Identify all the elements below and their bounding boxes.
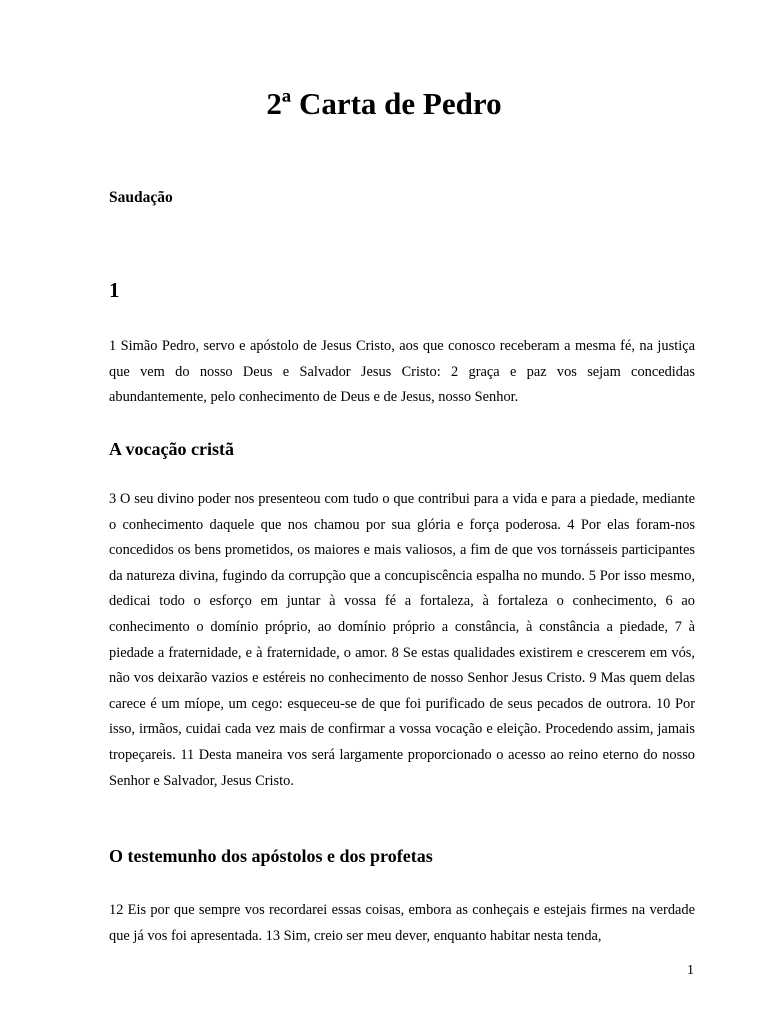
paragraph-verses-3-11: 3 O seu divino poder nos presenteou com tudo o que contribui para a vida e para a piedade, mediante o conhecimento daquele que nos chamou por sua glória e força poderosa. 4 Por elas foram-nos concedidos os bens prometidos, os maiores e mais valiosos, a fim de que vos tornásseis participantes da natureza divina, fugindo da corrupção que a concupiscência espalha no mundo. 5 Por isso mesmo, dedicai todo o esforço em juntar à vossa fé a fortaleza, à fortaleza o conhecimento, 6 ao conhecimento o domínio próprio, ao domínio próprio a constância, à constância a piedade, 7 à piedade a fraternidade, e à fraternidade, o amor. 8 Se estas qualidades existirem e crescerem em vós, não vos deixarão vazios e estéreis no conhecimento de nosso Senhor Jesus Cristo. 9 Mas quem delas carece é um míope, um cego: esqueceu-se de que foi purificado de seus pecados de outrora. 10 Por isso, irmãos, cuidai cada vez mais de confirmar a vossa vocação e eleição. Procedendo assim, jamais tropeçareis. 11 Desta maneira vos será largamente proporcionado o acesso ao reino eterno do nosso Senhor e Salvador, Jesus Cristo. xyxy=(109,491,695,789)
chapter-number: 1 xyxy=(109,278,120,302)
paragraph-verses-12-13: 12 Eis por que sempre vos recordarei essas coisas, embora as conheçais e estejais firmes na verdade que já vos foi apresentada. 13 Sim, creio ser meu dever, enquanto habitar nesta tenda, xyxy=(109,902,695,944)
page-number: 1 xyxy=(687,963,694,978)
document-title: 2ª Carta de Pedro xyxy=(266,86,502,121)
section-heading-greeting: Saudação xyxy=(109,189,173,206)
paragraph-verses-1-2: 1 Simão Pedro, servo e apóstolo de Jesus Cristo, aos que conosco receberam a mesma fé, na justiça que vem do nosso Deus e Salvador Jesus Cristo: 2 graça e paz vos sejam concedidas abundantemente, pelo conhecimento de Deus e de Jesus, nosso Senhor. xyxy=(109,338,695,406)
section-heading-testimony: O testemunho dos apóstolos e dos profetas xyxy=(109,846,433,866)
section-heading-vocation: A vocação cristã xyxy=(109,439,234,459)
